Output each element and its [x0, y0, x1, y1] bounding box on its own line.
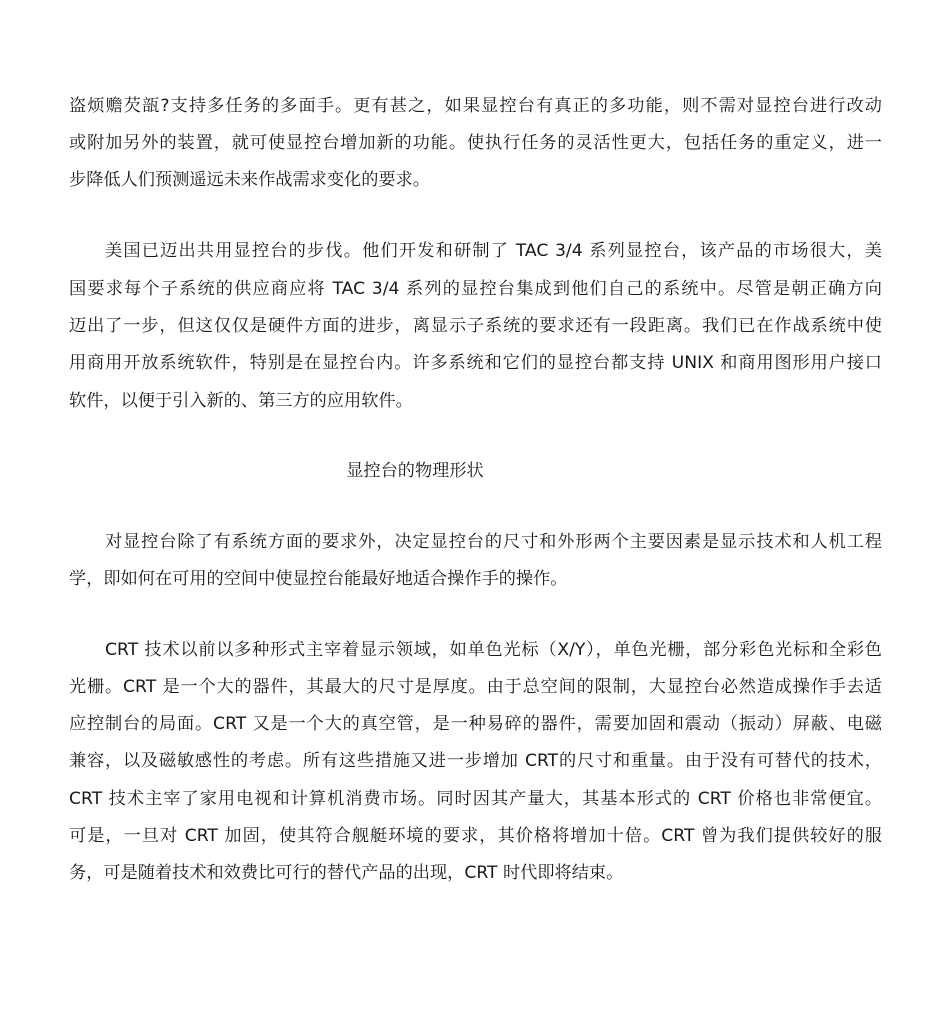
paragraph-2-line-1: 美国已迈出共用显控台的步伐。他们开发和研制了 TAC 3/4 系列显控台，该产品的市场很大，美: [105, 241, 882, 261]
paragraph-4-line-3: 应控制台的局面。CRT 又是一个大的真空管，是一种易碎的器件，需要加固和震动（振动）屏蔽、电磁: [69, 714, 882, 734]
paragraph-2-line-5: 软件，以便于引入新的、第三方的应用软件。: [69, 391, 413, 411]
paragraph-3-line-2: 学，即如何在可用的空间中使显控台能最好地适合操作手的操作。: [69, 569, 568, 589]
paragraph-2-line-4: 用商用开放系统软件，特别是在显控台内。许多系统和它们的显控台都支持 UNIX 和商用图形用户接口: [69, 353, 882, 373]
paragraph-2-line-2: 国要求每个子系统的供应商应将 TAC 3/4 系列的显控台集成到他们自己的系统中。尽管是朝正确方向: [69, 279, 882, 299]
paragraph-4-line-1: CRT 技术以前以多种形式主宰着显示领域，如单色光标（X/Y），单色光栅，部分彩色光标和全彩色: [105, 640, 882, 660]
section-heading: 显控台的物理形状: [346, 461, 484, 481]
paragraph-1-line-1: 盗烦赡芡瓿?支持多任务的多面手。更有甚之，如果显控台有真正的多功能，则不需对显控台进行改动: [69, 96, 882, 116]
paragraph-1-line-2: 或附加另外的装置，就可使显控台增加新的功能。使执行任务的灵活性更大，包括任务的重定义，进一: [69, 133, 882, 153]
paragraph-4-line-6: 可是，一旦对 CRT 加固，使其符合舰艇环境的要求，其价格将增加十倍。CRT 曾为我们提供较好的服: [69, 826, 882, 846]
paragraph-4-line-5: CRT 技术主宰了家用电视和计算机消费市场。同时因其产量大，其基本形式的 CRT 价格也非常便宜。: [69, 789, 882, 809]
paragraph-4-line-4: 兼容，以及磁敏感性的考虑。所有这些措施又进一步增加 CRT的尺寸和重量。由于没有可替代的技术，: [69, 751, 882, 771]
paragraph-1-line-3: 步降低人们预测遥远未来作战需求变化的要求。: [69, 170, 430, 190]
paragraph-3-line-1: 对显控台除了有系统方面的要求外，决定显控台的尺寸和外形两个主要因素是显示技术和人机工程: [105, 532, 882, 552]
paragraph-4-line-7: 务，可是随着技术和效费比可行的替代产品的出现，CRT 时代即将结束。: [69, 863, 624, 883]
paragraph-2-line-3: 迈出了一步，但这仅仅是硬件方面的进步，离显示子系统的要求还有一段距离。我们已在作战系统中使: [69, 316, 882, 336]
paragraph-4-line-2: 光栅。CRT 是一个大的器件，其最大的尺寸是厚度。由于总空间的限制，大显控台必然造成操作手去适: [69, 677, 882, 697]
